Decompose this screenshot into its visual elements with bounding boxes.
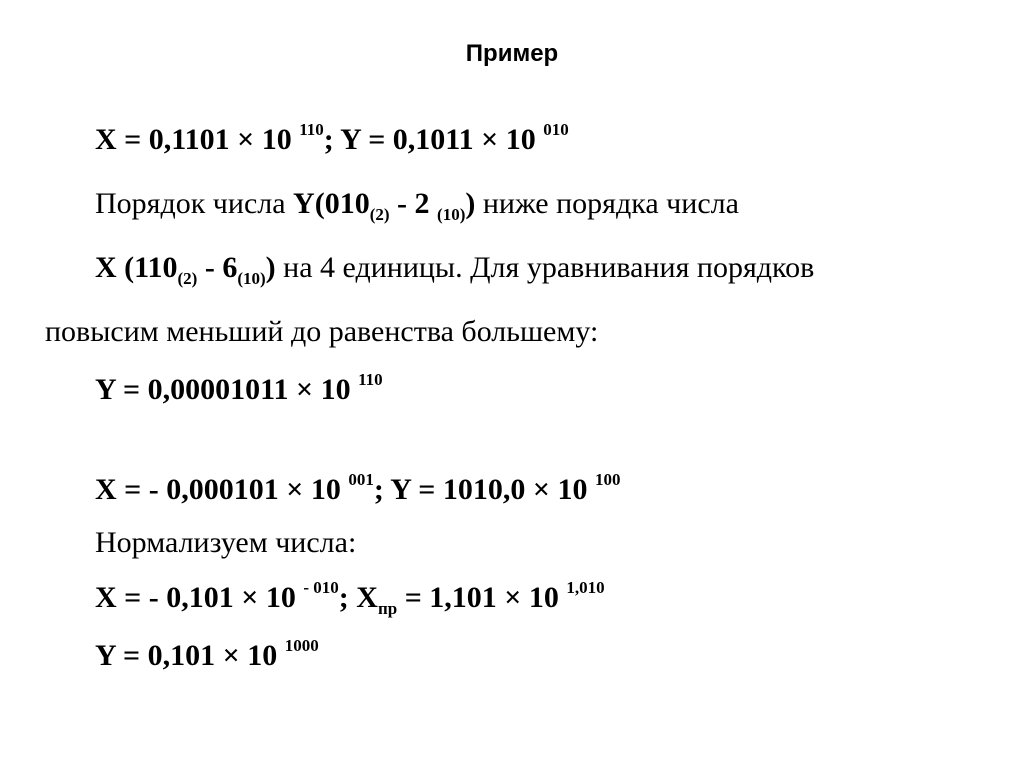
pr-subscript: пр	[377, 599, 398, 618]
x-normalized-exponent: - 010	[303, 578, 339, 597]
y-separator: ; Y = 0,1011 × 10	[323, 123, 536, 156]
lower-than-text: ниже порядка числа	[475, 187, 739, 220]
y-normalized-equation: Y = 0,101 × 10	[95, 639, 278, 672]
text-line-7: Нормализуем числа:	[95, 526, 357, 559]
text-line-2	[95, 184, 739, 224]
y-exponent: 010	[543, 120, 569, 139]
text-line-3	[95, 248, 814, 288]
by-four-units-text: на 4 единицы. Для уравнивания порядков	[275, 251, 815, 284]
x-equation-2: X = - 0,000101 × 10	[95, 473, 341, 506]
base10-subscript: (10)	[237, 269, 266, 288]
y-shifted-equation: Y = 0,00001011 × 10	[95, 373, 351, 406]
formula-line-8	[95, 578, 605, 618]
base2-subscript: (2)	[369, 205, 390, 224]
formula-line-1	[95, 120, 569, 160]
y-order-open: Y(010	[293, 187, 370, 220]
x-pr-equation: = 1,101 × 10	[397, 581, 559, 614]
x-exponent: 110	[299, 120, 324, 139]
minus-six: - 6	[197, 251, 238, 284]
x-pr-separator: ; X	[338, 581, 378, 614]
order-text: Порядок числа	[95, 187, 294, 220]
y-exponent-2: 100	[594, 470, 621, 489]
x-order-open: X (110	[95, 251, 178, 284]
base2-subscript: (2)	[177, 269, 198, 288]
y-normalized-exponent: 1000	[284, 636, 319, 655]
y-separator-2: ; Y = 1010,0 × 10	[373, 473, 588, 506]
text-line-4: повысим меньший до равенства большему:	[45, 315, 599, 348]
close-paren: )	[265, 251, 276, 284]
close-paren: )	[465, 187, 476, 220]
formula-line-6	[95, 470, 620, 510]
x-pr-exponent: 1,010	[566, 578, 605, 597]
x-normalized-equation: X = - 0,101 × 10	[95, 581, 296, 614]
formula-line-5	[95, 370, 383, 410]
x-exponent-2: 001	[348, 470, 374, 489]
base10-subscript: (10)	[437, 205, 466, 224]
y-shifted-exponent: 110	[358, 370, 383, 389]
formula-line-9	[95, 636, 319, 676]
x-equation: X = 0,1101 × 10	[95, 123, 292, 156]
minus-two: - 2	[389, 187, 430, 220]
slide-title: Пример	[465, 40, 559, 67]
